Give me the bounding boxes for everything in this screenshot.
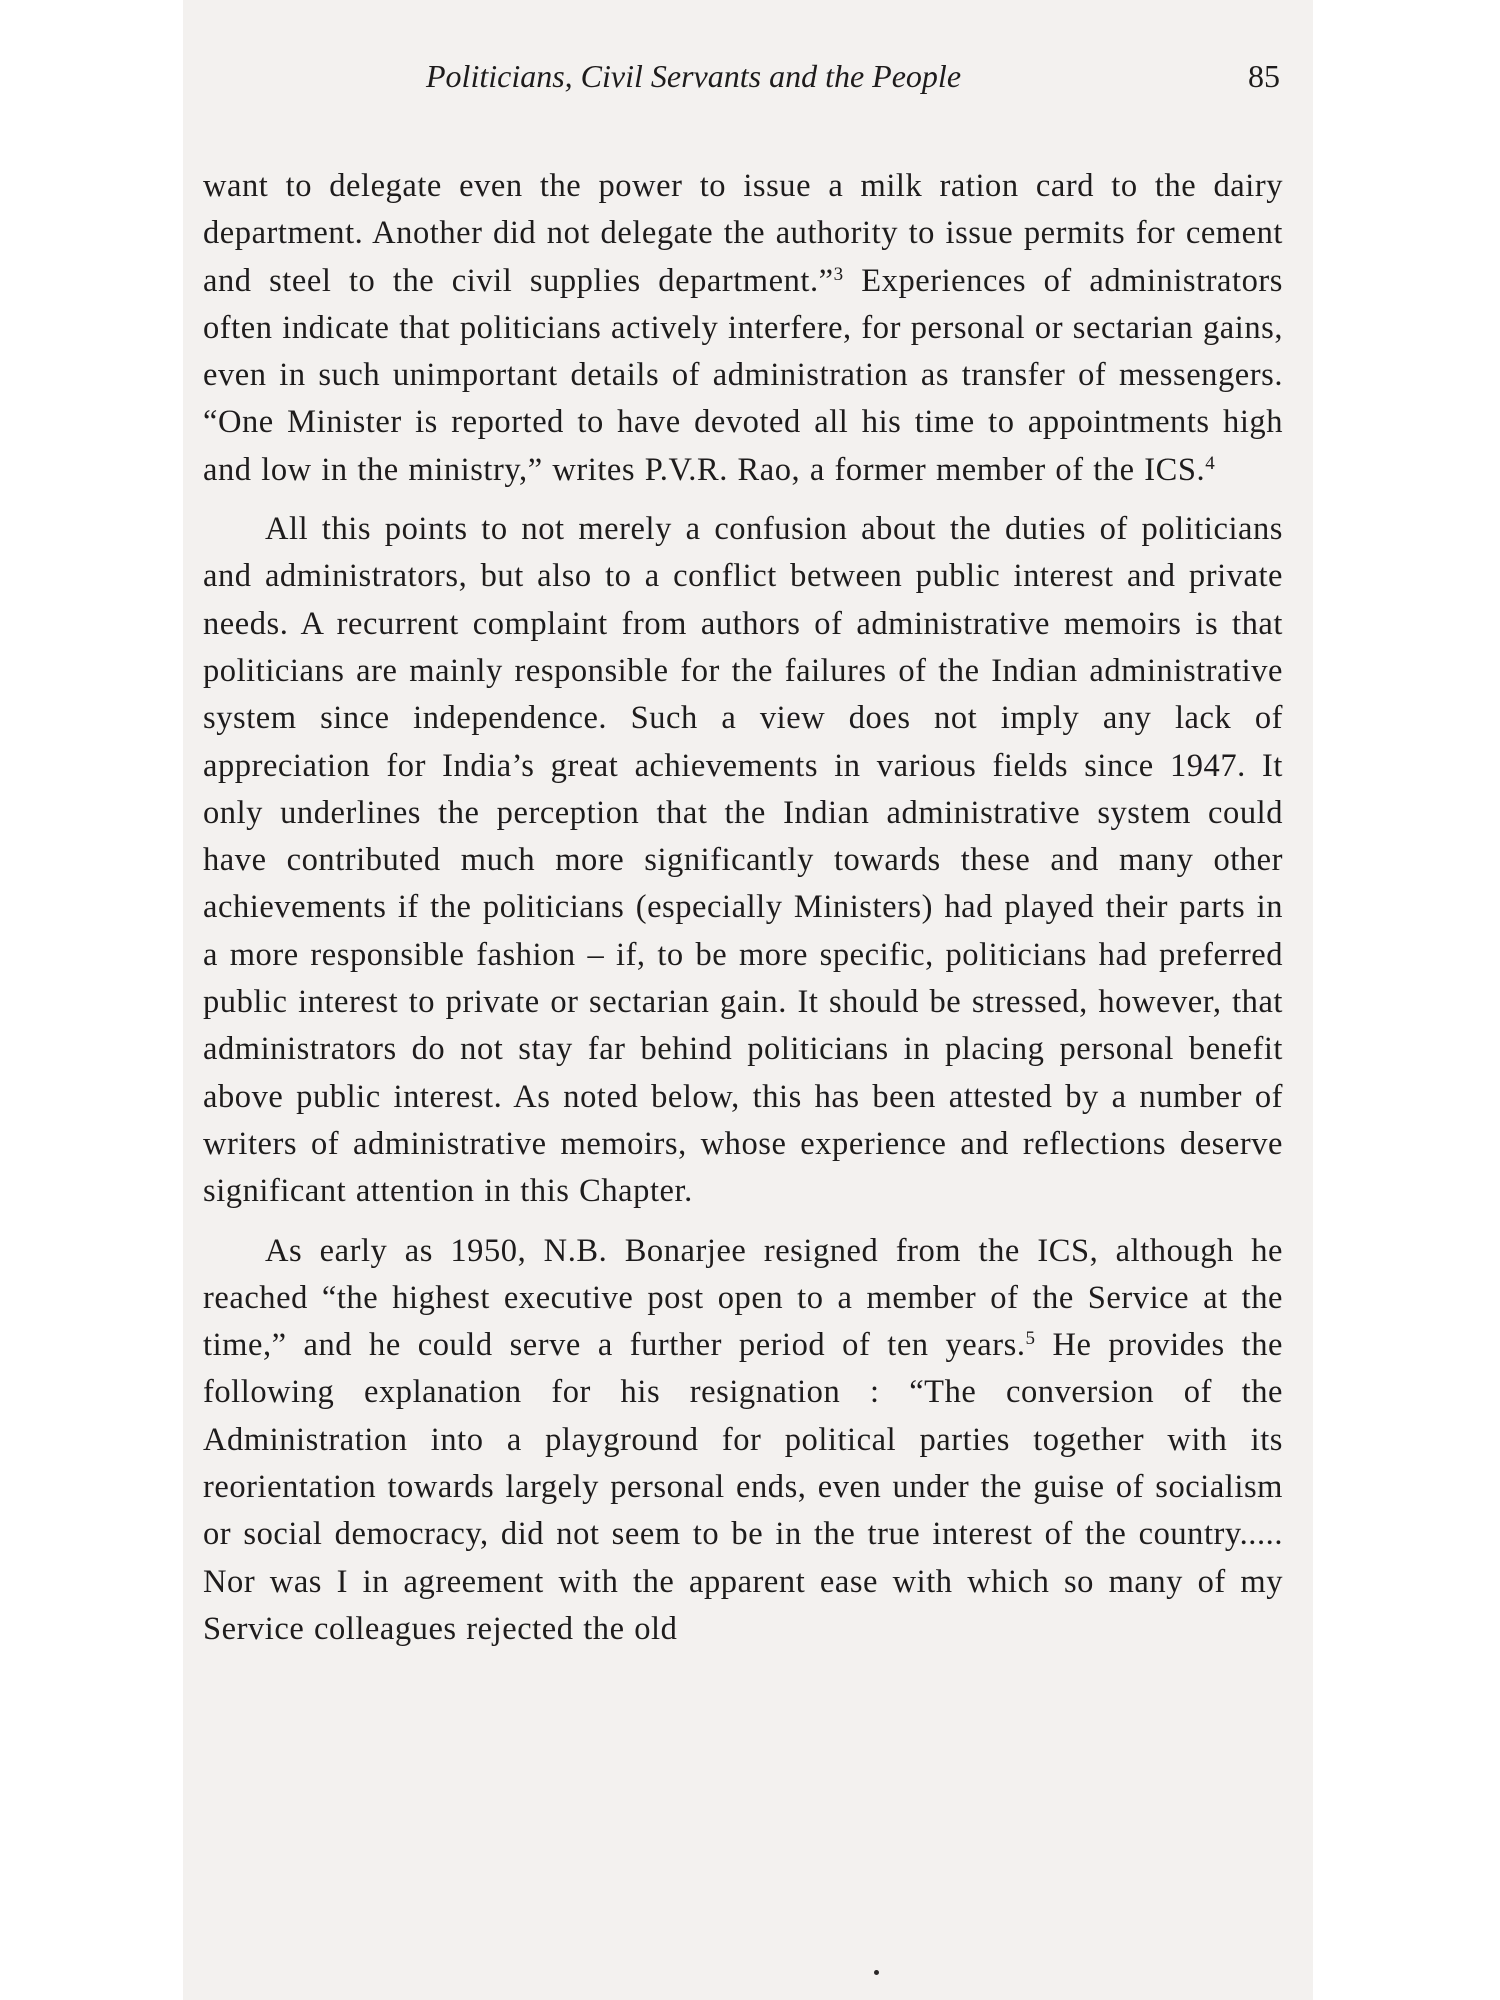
paragraph-2 — [203, 506, 1283, 1215]
print-speck — [874, 1970, 879, 1975]
text-run: want to delegate even the power to issue a milk ration card to the dairy department. Another did not delegate the authority to issue permits for cement and steel to the civil supplies department.” — [203, 168, 1283, 299]
paragraph-1 — [203, 163, 1283, 494]
running-header — [183, 58, 1283, 118]
text-run: As early as 1950, N.B. Bonarjee resigned from the ICS, although he reached “the highest executive post open to a member of the Service at the time,” and he could serve a further period of ten years. — [203, 1232, 1283, 1364]
running-title: Politicians, Civil Servants and the People — [426, 58, 962, 94]
page-number: 85 — [1248, 58, 1280, 94]
text-run: He provides the following explanation for his resignation : “The conversion of the Administration into a playground for political parties together with its reorientation towards largely personal ends, even under the guise of socialism or social democracy, did not seem to be in the true interest of the country..... Nor was I in agreement with the apparent ease with which so many of my Service colleagues rejected the old — [203, 1327, 1284, 1647]
footnote-ref: 4 — [1205, 452, 1216, 474]
paragraph-3 — [203, 1228, 1283, 1654]
footnote-ref: 5 — [1025, 1328, 1036, 1350]
text-run: All this points to not merely a confusion about the duties of politicians and administrators, but also to a conflict between public interest and private needs. A recurrent complaint from authors of administrative memoirs is that politicians are mainly responsible for the failures of the Indian administrative system since independence. Such a view does not imply any lack of appreciation for India’s great achievements in various fields since 1947. It only underlines the perception that the Indian administrative system could have contributed much more significantly towards these and many other achievements if the politicians (especially Ministers) had played their parts in a more responsible fashion – if, to be more specific, politicians had preferred public interest to private or sectarian gain. It should be stressed, however, that administrators do not stay far behind politicians in placing personal benefit above public interest. As noted below, this has been attested by a number of writers of administrative memoirs, whose experience and reflections deserve significant attention in this Chapter. — [203, 511, 1283, 1210]
footnote-ref: 3 — [833, 263, 844, 285]
text-run: Experiences of administrators often indicate that politicians actively interfere, for personal or sectarian gains, even in such unimportant details of administration as transfer of messengers. “One Minister is reported to have devoted all his time to appointments high and low in the ministry,” writes P.V.R. Rao, a former member of the ICS. — [203, 262, 1283, 488]
body-text — [203, 163, 1283, 1653]
